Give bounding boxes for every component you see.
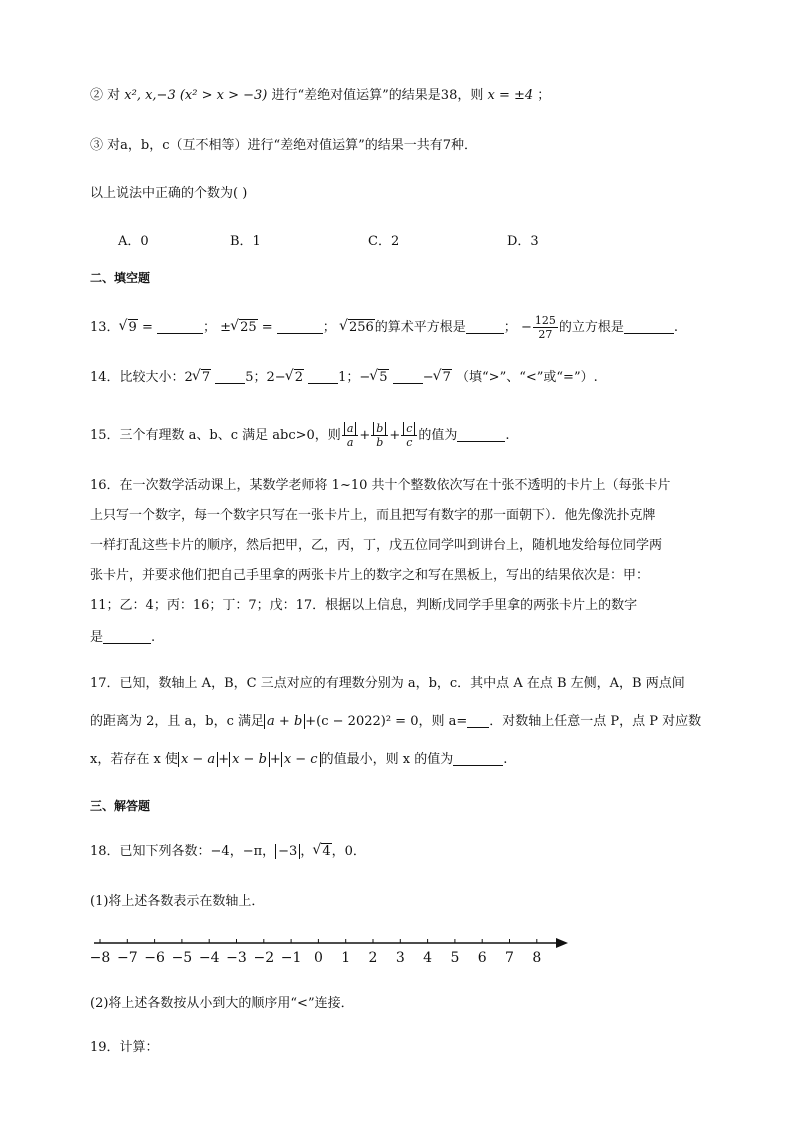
number-line-label: 2 — [368, 950, 378, 966]
q19-title: 19．计算： — [90, 1040, 159, 1055]
q17-blank-2[interactable] — [453, 751, 503, 766]
number-line-label: 7 — [505, 950, 514, 966]
q12-item2: ② 对 x², x,−3 (x² > x > −3) 进行“差绝对值运算”的结果是38，则 x = ±4 ； — [90, 88, 551, 103]
sqrt-2: √ 2 — [286, 368, 304, 388]
number-line-label: 5 — [450, 950, 460, 966]
number-line — [0, 930, 794, 980]
number-line-label: 1 — [341, 950, 351, 966]
sqrt-9: √ 9 — [120, 318, 138, 338]
q16-line-2: 上只写一个数字，每一个数字只写在一张卡片上，而且把写有数字的那一面朝下）．他先像洗扑克牌 — [90, 508, 656, 523]
fraction-abs-c: $\frac{c}{c}$ — [401, 422, 417, 449]
q16-line-3: 一样打乱这些卡片的顺序，然后把甲，乙，丙，丁，戊五位同学叫到讲台上，随机地发给每位同学两 — [90, 538, 663, 553]
q17-blank-1[interactable] — [467, 713, 489, 728]
section-answer-title: 三、解答题 — [90, 799, 151, 813]
q16-line-5: 11；乙：4；丙：16；丁：7；戊：17．根据以上信息，判断戊同学手里拿的两张卡片上的数字 — [90, 598, 638, 613]
q12-option-b: B．1 — [230, 234, 261, 249]
number-line-label: −7 — [116, 950, 138, 966]
q18-part-1: (1)将上述各数表示在数轴上． — [90, 894, 265, 909]
number-line-label: −3 — [226, 950, 247, 966]
q12-option-a: A．0 — [118, 234, 149, 249]
q12-question: 以上说法中正确的个数为( ) — [90, 186, 248, 201]
q14-blank-2[interactable] — [308, 369, 338, 384]
number-line-label: 8 — [532, 950, 542, 966]
q17-line-2: 的距离为 2，且 a，b，c 满足 a + b +(c − 2022)² = 0，则 a= ．对数轴上任意一点 P，点 P 对应数 — [90, 714, 702, 729]
sqrt-7b: √ 7 — [434, 368, 452, 388]
q12-item3: ③ 对a，b，c（互不相等）进行“差绝对值运算”的结果一共有7种． — [90, 138, 478, 153]
q14-blank-1[interactable] — [215, 369, 245, 384]
sqrt-25: √ 25 — [231, 318, 258, 338]
fraction-abs-b: $\frac{b}{b}$ — [371, 422, 388, 449]
q16-line-1: 16．在一次数学活动课上，某数学老师将 1~10 共十个整数依次写在十张不透明的卡片上（每张卡片 — [90, 478, 671, 493]
fraction-125-27: $\frac{125}{27}$ — [534, 314, 556, 341]
number-line-label: −2 — [253, 950, 275, 966]
number-line-label: 0 — [313, 950, 323, 966]
q15-blank[interactable] — [457, 427, 505, 442]
q17-line-3: x，若存在 x 使 x − a + x − b + x − c 的值最小，则 x 的值为 . — [90, 752, 508, 767]
q15: 15．三个有理数 a、b、c 满足 abc>0，则 $\frac{a}{a}$ + $\frac{b}{b}$ + $\frac{c}{c}$ 的值为 . — [90, 422, 510, 449]
q12-option-d: D．3 — [507, 234, 539, 249]
number-line-label: −4 — [198, 950, 220, 966]
q16-blank[interactable] — [103, 629, 151, 644]
number-line-label: 6 — [477, 950, 487, 966]
fraction-abs-a: $\frac{a}{a}$ — [342, 422, 359, 449]
q13-blank-3[interactable] — [466, 319, 504, 334]
arrow-right-icon — [556, 938, 568, 948]
number-line-label: 3 — [395, 950, 405, 966]
sqrt-5: √ 5 — [370, 368, 388, 388]
q13-blank-1[interactable] — [157, 319, 203, 334]
q18-part-2: (2)将上述各数按从小到大的顺序用“<”连接． — [90, 996, 354, 1011]
number-line-label: 4 — [423, 950, 433, 966]
q16-line-4: 张卡片，并要求他们把自己手里拿的两张卡片上的数字之和写在黑板上，写出的结果依次是：甲： — [90, 568, 650, 583]
sqrt-7a: √ 7 — [193, 368, 211, 388]
q13-blank-4[interactable] — [624, 319, 674, 334]
number-line-label: −1 — [280, 950, 302, 966]
q14-blank-3[interactable] — [393, 369, 423, 384]
q14: 14．比较大小：2√ 7 5；2−√ 2 1；−√ 5 −√ 7 （填“>”、“<”或“=”）. — [90, 368, 724, 388]
number-line-label: −8 — [89, 950, 111, 966]
q16-line-6: 是 . — [90, 630, 156, 645]
q17-line-1: 17．已知，数轴上 A，B，C 三点对应的有理数分别为 a，b，c．其中点 A 在点 B 左侧，A，B 两点间 — [90, 676, 685, 691]
section-fill-in-title: 二、填空题 — [90, 271, 151, 285]
q18-stem: 18．已知下列各数：−4，−π， −3 ，√ 4，0． — [90, 842, 724, 862]
q13-blank-2[interactable] — [277, 319, 323, 334]
sqrt-256: √ 256 — [340, 318, 375, 338]
sqrt-4: √ 4 — [313, 842, 331, 862]
q12-option-c: C．2 — [368, 234, 400, 249]
number-line-label: −5 — [171, 950, 193, 966]
number-line-label: −6 — [144, 950, 165, 966]
q13: 13．√ 9 = ； ±√ 25 = ； √ 256的算术平方根是 ； − $\frac{125}{27}$ 的立方根是 . — [90, 314, 724, 341]
